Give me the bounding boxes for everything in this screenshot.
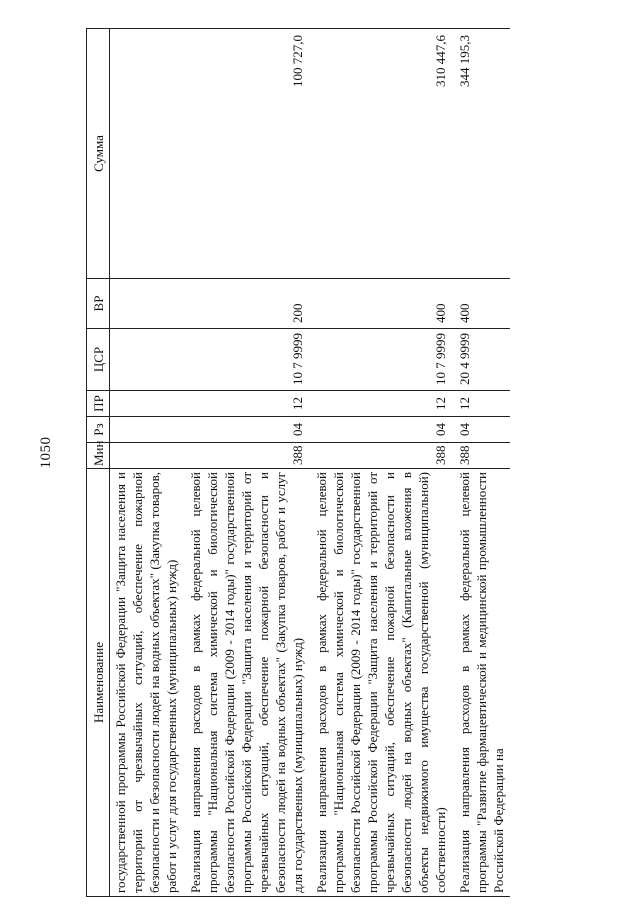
- row-sum: 100 727,0: [183, 29, 309, 279]
- header-pr: ПР: [87, 391, 110, 417]
- row-name: Реализация направления расходов в рамках федеральной целевой программы "Национальная система химической и биологической безопасности Российской Федерации (2009 - 2014 годы)" государственной программы Российской Федерации "Защита населения и территорий от чрезвычайных ситуаций, обеспечение пожарной безопасности и безопасности людей на водных объектах" (Капитальные вложения в объекты недвижимого имущества государственной (муниципальной) собственности): [309, 469, 452, 897]
- row-csr: [110, 329, 184, 391]
- row-rz: 04: [183, 417, 309, 443]
- row-min: 388: [183, 443, 309, 469]
- row-vr: 400: [309, 279, 452, 329]
- row-rz: 04: [309, 417, 452, 443]
- row-sum: [110, 29, 184, 279]
- row-pr: [110, 391, 184, 417]
- page-number: 1050: [38, 436, 54, 469]
- row-vr: 200: [183, 279, 309, 329]
- table-row: [452, 29, 510, 897]
- row-csr: 10 7 9999: [183, 329, 309, 391]
- row-name: Реализация направления расходов в рамках федеральной целевой программы "Развитие фармацевтической и медицинской промышленности Российской Федерации на: [452, 469, 510, 897]
- row-pr: 12: [452, 391, 510, 417]
- row-pr: 12: [183, 391, 309, 417]
- row-sum: 344 195,3: [452, 29, 510, 279]
- header-vr: ВР: [87, 279, 110, 329]
- row-pr: 12: [309, 391, 452, 417]
- row-vr: 400: [452, 279, 510, 329]
- table-header-row: [87, 29, 110, 897]
- row-min: 388: [309, 443, 452, 469]
- header-min: Мин: [87, 443, 110, 469]
- table-row: [309, 29, 452, 897]
- row-name: Реализация направления расходов в рамках федеральной целевой программы "Национальная система химической и биологической безопасности Российской Федерации (2009 - 2014 годы)" государственной программы Российской Федерации "Защита населения и территорий от чрезвычайных ситуаций, обеспечение пожарной безопасности и безопасности людей на водных объектах" (Закупка товаров, работ и услуг для государственных (муниципальных) нужд): [183, 469, 309, 897]
- row-min: [110, 443, 184, 469]
- header-csr: ЦСР: [87, 329, 110, 391]
- table-row: [183, 29, 309, 897]
- row-csr: 10 7 9999: [309, 329, 452, 391]
- header-rz: Рз: [87, 417, 110, 443]
- row-vr: [110, 279, 184, 329]
- table-row: [110, 29, 184, 897]
- row-name: государственной программы Российской Федерации "Защита населения и территорий от чрезвычайных ситуаций, обеспечение пожарной безопасности и безопасности людей на водных объектах" (Закупка товаров, работ и услуг для государственных (муниципальных) нужд): [110, 469, 184, 897]
- row-csr: 20 4 9999: [452, 329, 510, 391]
- row-rz: [110, 417, 184, 443]
- header-name: Наименование: [87, 469, 110, 897]
- row-sum: 310 447,6: [309, 29, 452, 279]
- budget-table: [86, 28, 510, 897]
- row-rz: 04: [452, 417, 510, 443]
- row-min: 388: [452, 443, 510, 469]
- header-sum: Сумма: [87, 29, 110, 279]
